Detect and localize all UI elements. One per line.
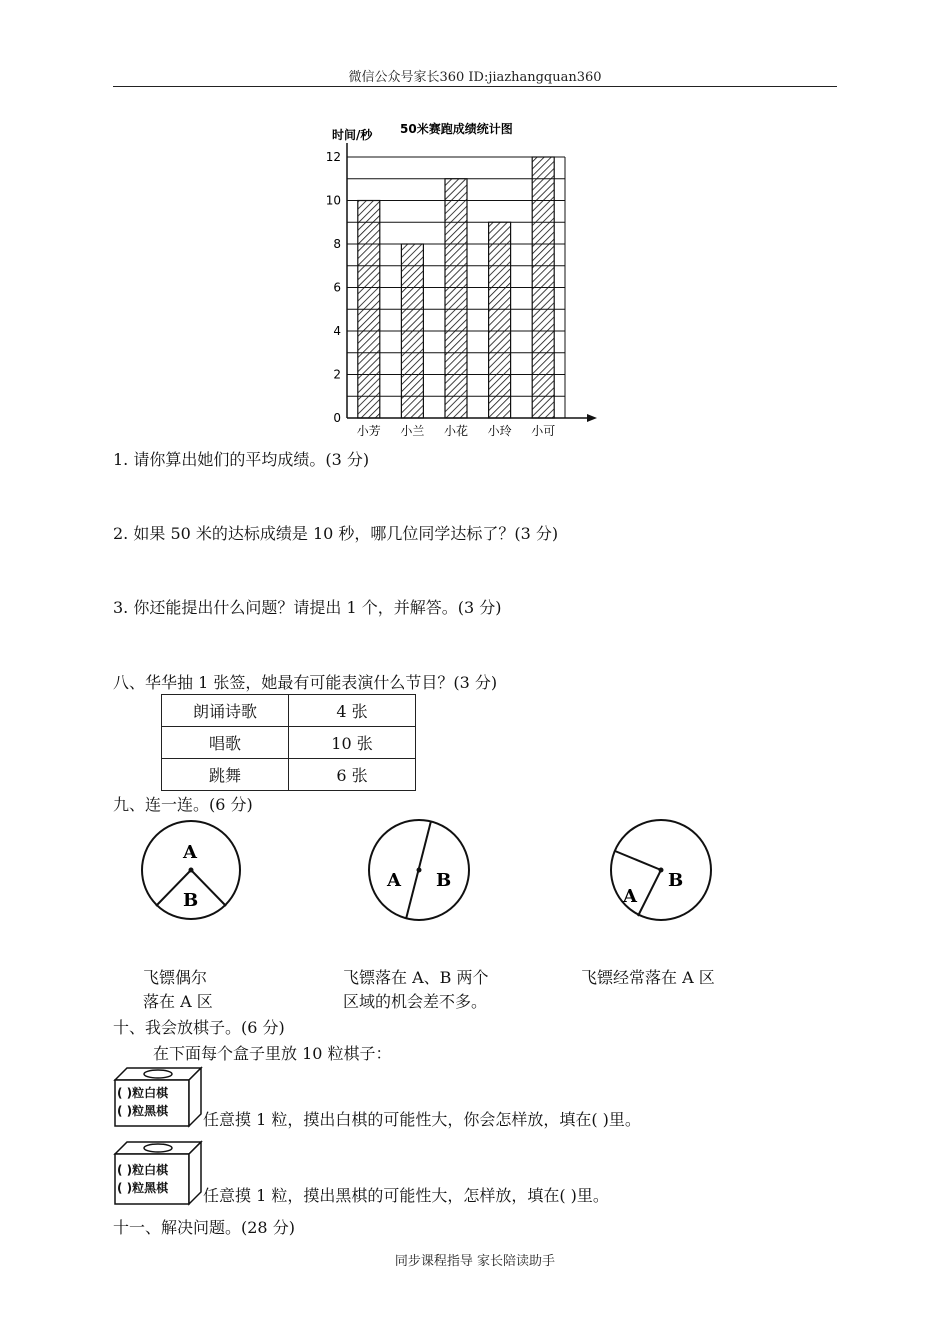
dart-circle-1	[140, 818, 246, 924]
page-header: 微信公众号家长360 ID:jiazhangquan360	[348, 70, 602, 85]
table-cell-item: 跳舞	[162, 759, 289, 791]
section-10-title: 十、我会放棋子。(6 分)	[113, 1018, 285, 1037]
bar	[445, 179, 467, 418]
table-cell-count: 4 张	[289, 695, 416, 727]
x-axis-arrow	[587, 414, 597, 422]
box-1-black-label: ( )粒黑棋	[117, 1104, 169, 1118]
program-table	[161, 694, 416, 791]
y-tick-label: 12	[325, 150, 341, 164]
region-b-label: B	[183, 890, 199, 911]
bar-chart	[320, 112, 610, 442]
region-a-label: A	[183, 842, 197, 863]
x-tick-label: 小芳	[356, 424, 381, 438]
table-cell-count: 6 张	[289, 759, 416, 791]
region-b-label: B	[668, 870, 684, 891]
bar	[489, 222, 511, 418]
region-b-label: B	[436, 870, 452, 891]
question-1: 1. 请你算出她们的平均成绩。(3 分)	[113, 450, 370, 469]
chart-y-axis-label: 时间/秒	[332, 128, 373, 142]
box-2-white-label: ( )粒白棋	[117, 1163, 169, 1177]
question-3: 3. 你还能提出什么问题？请提出 1 个，并解答。(3 分)	[113, 598, 502, 617]
section-9-title: 九、连一连。(6 分)	[113, 795, 253, 814]
section-8-title: 八、华华抽 1 张签，她最有可能表演什么节目？(3 分)	[113, 673, 498, 692]
chart-y-ticks	[326, 150, 341, 425]
question-2: 2. 如果 50 米的达标成绩是 10 秒，哪几位同学达标了？(3 分)	[113, 524, 559, 543]
dart-circle-2	[366, 816, 472, 924]
x-tick-label: 小玲	[487, 424, 512, 438]
caption-2-line-1: 飞镖落在 A、B 两个	[343, 968, 489, 987]
table-row	[162, 759, 416, 791]
x-tick-label: 小可	[531, 424, 556, 438]
dart-circle-3	[609, 818, 715, 924]
caption-2-line-2: 区域的机会差不多。	[343, 992, 488, 1011]
y-tick-label: 4	[333, 324, 341, 338]
table-row	[162, 695, 416, 727]
section-10-intro: 在下面每个盒子里放 10 粒棋子：	[153, 1044, 392, 1063]
box-1-white-label: ( )粒白棋	[117, 1086, 169, 1100]
y-tick-label: 2	[333, 367, 341, 382]
caption-1-line-2: 落在 A 区	[143, 992, 213, 1011]
task-2: 任意摸 1 粒，摸出黑棋的可能性大，怎样放，填在( )里。	[203, 1186, 609, 1205]
y-tick-label: 0	[333, 411, 341, 425]
caption-3-line-1: 飞镖经常落在 A 区	[581, 968, 715, 987]
chart-x-ticks	[357, 424, 555, 438]
chart-axes	[347, 143, 597, 422]
task-1: 任意摸 1 粒，摸出白棋的可能性大，你会怎样放，填在( )里。	[203, 1110, 641, 1129]
page-footer: 同步课程指导 家长陪读助手	[394, 1254, 556, 1269]
table-row	[162, 727, 416, 759]
table-cell-item: 朗诵诗歌	[162, 695, 289, 727]
header-rule	[113, 86, 837, 87]
x-tick-label: 小花	[443, 424, 469, 438]
region-a-label: A	[387, 870, 401, 891]
x-tick-label: 小兰	[400, 424, 425, 438]
chart-title: 50米赛跑成绩统计图	[400, 122, 513, 136]
table-cell-item: 唱歌	[162, 727, 289, 759]
y-tick-label: 8	[333, 237, 341, 251]
table-cell-count: 10 张	[289, 727, 416, 759]
y-tick-label: 6	[333, 280, 341, 295]
region-a-label: A	[623, 886, 637, 907]
y-tick-label: 10	[325, 193, 341, 208]
box-2-black-label: ( )粒黑棋	[117, 1181, 169, 1195]
section-11-title: 十一、解决问题。(28 分)	[113, 1218, 295, 1237]
caption-1-line-1: 飞镖偶尔	[143, 968, 208, 987]
